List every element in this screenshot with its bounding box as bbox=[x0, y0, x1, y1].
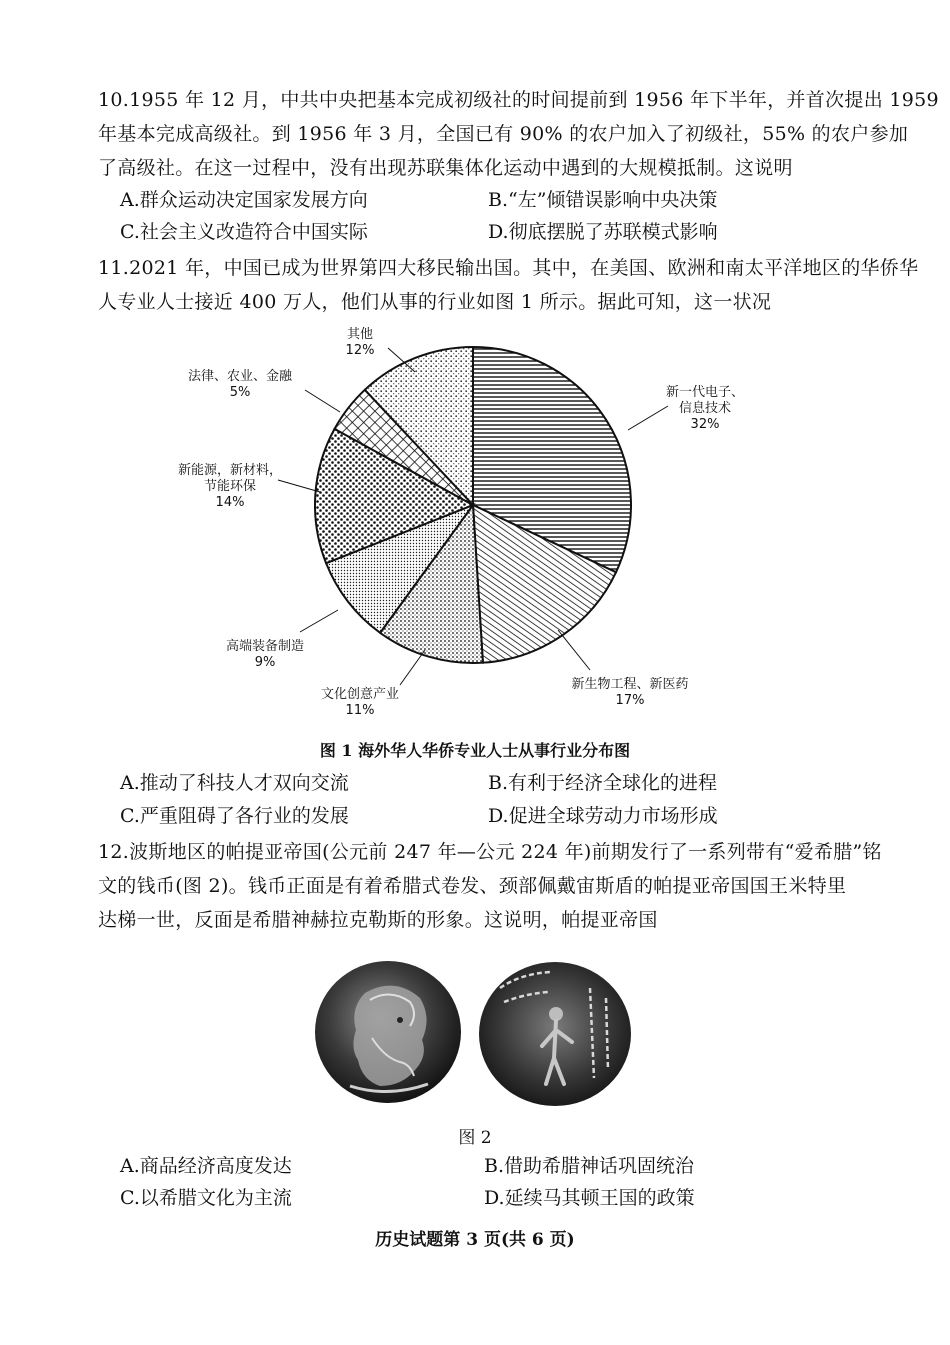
parthian-coins-image bbox=[310, 958, 640, 1108]
q11-option-a: A.推动了科技人才双向交流 bbox=[120, 772, 349, 794]
q10-line-2: 年基本完成高级社。到 1956 年 3 月，全国已有 90% 的农户加入了初级社，55% 的农户参加 bbox=[98, 123, 909, 145]
q10-option-a: A.群众运动决定国家发展方向 bbox=[120, 189, 368, 211]
pie-leader-line bbox=[400, 650, 425, 685]
q10-line-1: 10.1955 年 12 月，中共中央把基本完成初级社的时间提前到 1956 年下半年，并首次提出 1959 bbox=[98, 89, 939, 111]
pie-leader-line bbox=[305, 390, 340, 412]
pie-value-label: 9% bbox=[254, 655, 276, 670]
pie-leader-line bbox=[278, 480, 320, 492]
pie-value-label: 5% bbox=[229, 385, 251, 400]
figure-1-caption: 图 1 海外华人华侨专业人士从事行业分布图 bbox=[319, 741, 631, 760]
q11-line-2: 人专业人士接近 400 万人，他们从事的行业如图 1 所示。据此可知，这一状况 bbox=[98, 291, 772, 313]
pie-value-label: 32% bbox=[690, 417, 720, 432]
q12-option-d: D.延续马其顿王国的政策 bbox=[484, 1187, 695, 1209]
figure-2-caption: 图 2 bbox=[458, 1128, 492, 1148]
q11-line-1: 11.2021 年，中国已成为世界第四大移民输出国。其中，在美国、欧洲和南太平洋地区的华侨华 bbox=[98, 257, 919, 279]
q10-option-c: C.社会主义改造符合中国实际 bbox=[120, 221, 368, 243]
q12-option-c: C.以希腊文化为主流 bbox=[120, 1187, 292, 1209]
pie-category-label: 高端装备制造 bbox=[225, 639, 305, 654]
pie-value-label: 11% bbox=[345, 703, 375, 718]
pie-leader-line bbox=[300, 610, 338, 632]
page-footer: 历史试题第 3 页(共 6 页) bbox=[375, 1230, 575, 1250]
q10-option-d: D.彻底摆脱了苏联模式影响 bbox=[488, 221, 718, 243]
pie-category-label: 新生物工程、新医药 bbox=[571, 677, 689, 692]
q11-option-d: D.促进全球劳动力市场形成 bbox=[488, 805, 718, 827]
pie-leader-line bbox=[558, 630, 590, 670]
pie-category-label: 新能源，新材料， bbox=[177, 463, 283, 478]
industry-pie-chart bbox=[160, 320, 780, 730]
pie-category-label: 其他 bbox=[346, 327, 374, 342]
pie-category-label: 信息技术 bbox=[678, 401, 732, 416]
coin-reverse bbox=[479, 962, 631, 1106]
q10-option-b: B.“左”倾错误影响中央决策 bbox=[488, 189, 718, 211]
pie-value-label: 14% bbox=[215, 495, 245, 510]
pie-value-label: 12% bbox=[345, 343, 375, 358]
pie-category-label: 节能环保 bbox=[203, 479, 257, 494]
q12-option-a: A.商品经济高度发达 bbox=[120, 1155, 292, 1177]
coin-obverse bbox=[315, 961, 461, 1103]
pie-value-label: 17% bbox=[615, 693, 645, 708]
q10-line-3: 了高级社。在这一过程中，没有出现苏联集体化运动中遇到的大规模抵制。这说明 bbox=[98, 157, 793, 179]
q12-option-b: B.借助希腊神话巩固统治 bbox=[484, 1155, 695, 1177]
pie-chart-svg bbox=[160, 320, 780, 730]
q12-line-1: 12.波斯地区的帕提亚帝国(公元前 247 年—公元 224 年)前期发行了一系列带有“爱希腊”铭 bbox=[98, 841, 882, 863]
q12-line-2: 文的钱币(图 2)。钱币正面是有着希腊式卷发、颈部佩戴宙斯盾的帕提亚帝国国王米特里 bbox=[98, 875, 847, 897]
q12-line-3: 达梯一世，反面是希腊神赫拉克勒斯的形象。这说明，帕提亚帝国 bbox=[98, 909, 658, 931]
pie-category-label: 新一代电子、 bbox=[665, 385, 745, 400]
pie-category-label: 法律、农业、金融 bbox=[187, 369, 293, 384]
pie-leader-line bbox=[628, 406, 668, 430]
q11-option-c: C.严重阻碍了各行业的发展 bbox=[120, 805, 349, 827]
q11-option-b: B.有利于经济全球化的进程 bbox=[488, 772, 718, 794]
pie-category-label: 文化创意产业 bbox=[320, 687, 400, 702]
